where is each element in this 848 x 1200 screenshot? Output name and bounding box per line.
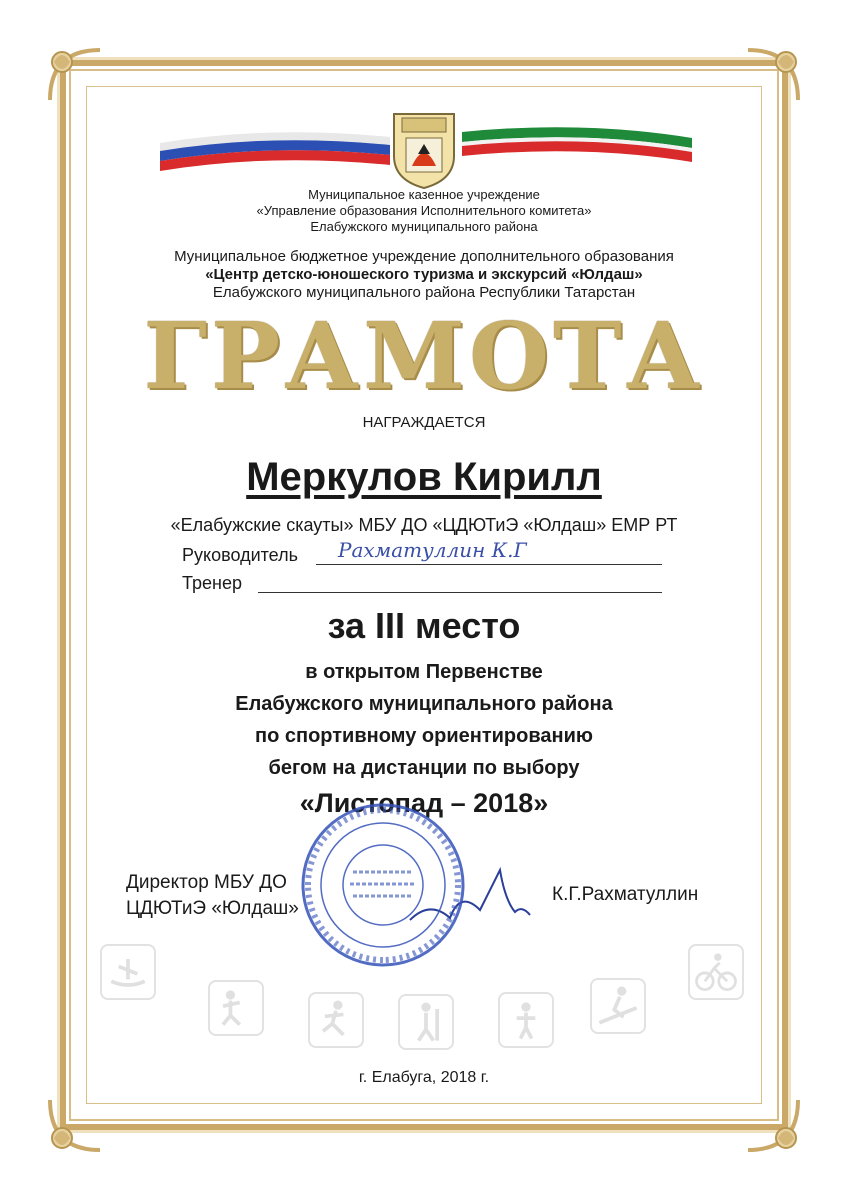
official-stamp-icon bbox=[298, 800, 468, 970]
coat-of-arms-icon bbox=[388, 110, 460, 190]
signatory-position-line-2: ЦДЮТиЭ «Юлдаш» bbox=[126, 898, 299, 919]
climbing-sport-icon bbox=[208, 980, 264, 1036]
signatory-position-line-1: Директор МБУ ДО bbox=[126, 872, 287, 893]
issuer-line-2: «Управление образования Исполнительного комитета» bbox=[256, 203, 592, 218]
signatory-name: К.Г.Рахматуллин bbox=[552, 884, 699, 905]
coach-label: Тренер bbox=[182, 573, 242, 593]
institution-line-1: Муниципальное бюджетное учреждение дополнительного образования bbox=[174, 248, 674, 265]
description-line-3: по спортивному ориентированию bbox=[255, 725, 593, 747]
certificate-title: ГРАМОТА bbox=[143, 302, 705, 410]
cycling-sport-icon bbox=[688, 944, 744, 1000]
coach-underline bbox=[258, 592, 662, 593]
institution-line-3: Елабужского муниципального района Республики Татарстан bbox=[212, 284, 636, 301]
description-line-4: бегом на дистанции по выбору bbox=[268, 757, 580, 779]
tatarstan-flag-ribbon-icon bbox=[462, 120, 692, 170]
corner-ornament-icon bbox=[40, 40, 110, 110]
corner-ornament-icon bbox=[40, 1090, 110, 1160]
place-date: г. Елабуга, 2018 г. bbox=[358, 1069, 490, 1086]
event-name: «Листопад – 2018» bbox=[299, 788, 549, 818]
description-line-1: в открытом Первенстве bbox=[305, 661, 543, 683]
recipient-name: Меркулов Кирилл bbox=[246, 455, 602, 499]
issuer-line-1: Муниципальное казенное учреждение bbox=[308, 187, 540, 202]
institution-line-2: «Центр детско-юношеского туризма и экскурсий «Юлдаш» bbox=[205, 266, 643, 283]
leader-label: Руководитель bbox=[182, 545, 298, 565]
hiking-sport-icon bbox=[398, 994, 454, 1050]
corner-ornament-icon bbox=[738, 40, 808, 110]
place-award: за III место bbox=[327, 605, 521, 646]
leader-underline bbox=[316, 564, 662, 565]
leader-handwritten: Рахматуллин К.Г bbox=[338, 538, 527, 562]
awarded-label: НАГРАЖДАЕТСЯ bbox=[362, 414, 486, 431]
description-line-2: Елабужского муниципального района bbox=[235, 693, 613, 715]
corner-ornament-icon bbox=[738, 1090, 808, 1160]
russian-flag-ribbon-icon bbox=[160, 125, 390, 175]
kayak-sport-icon bbox=[100, 944, 156, 1000]
team-line: «Елабужские скауты» МБУ ДО «ЦДЮТиЭ «Юлдаш» ЕМР РТ bbox=[170, 515, 678, 535]
skiing-sport-icon bbox=[590, 978, 646, 1034]
mountaineering-sport-icon bbox=[498, 992, 554, 1048]
orienteering-sport-icon bbox=[308, 992, 364, 1048]
issuer-line-3: Елабужского муниципального района bbox=[310, 219, 538, 234]
